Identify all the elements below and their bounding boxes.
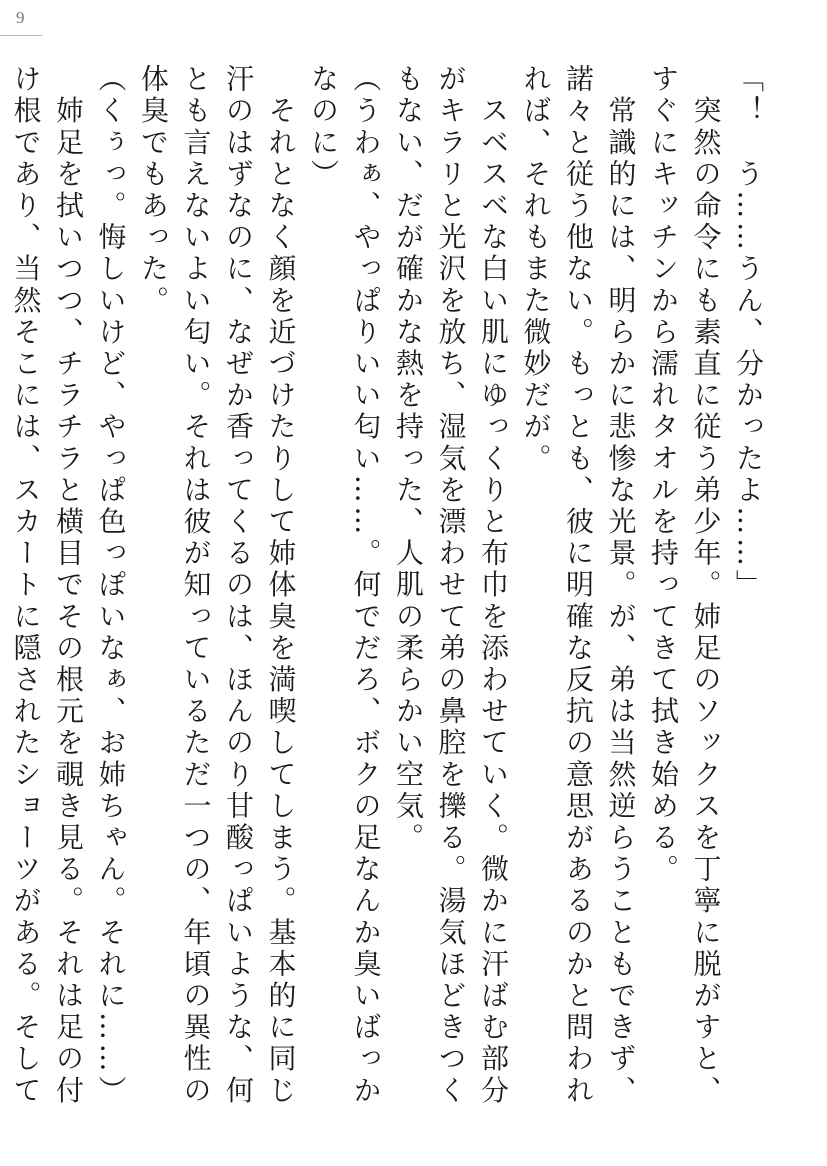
paragraph-7: （くぅっ。悔しいけど、やっぱ色っぽいなぁ、お姉ちゃん。それに……）: [94, 64, 128, 1107]
paragraph-4: スベスベな白い肌にゆっくりと布巾を添わせていく。微かに汗ばむ部分がキラリと光沢を放ち、湿気を漂わせて弟の鼻腔を擽る。湯気ほどきつくもない、だが確かな熱を持った、人肌の柔らかい空気。: [392, 64, 510, 1107]
paragraph-6: それとなく顔を近づけたりして姉体臭を満喫してしまう。基本的に同じ汗のはずなのに、なぜか香ってくるのは、ほんのり甘酸っぱいような、何とも言えないよい匂い。それは彼が知っているただ一つの、年頃の異性の体臭でもあった。: [137, 64, 298, 1107]
paragraph-5: （うわぁ、やっぱりいい匂い……。何でだろ、ボクの足なんか臭いばっかなのに）: [307, 64, 383, 1107]
paragraph-3: 常識的には、明らかに悲惨な光景。が、弟は当然逆らうこともできず、諾々と従う他ない。もっとも、彼に明確な反抗の意思があるのかと問われれば、それもまた微妙だが。: [519, 64, 638, 1107]
vertical-text-body: [9, 64, 769, 1134]
header-rule: [0, 35, 42, 36]
page-number: 9: [16, 8, 25, 27]
paragraph-2: 突然の命令にも素直に従う弟少年。姉足のソックスを丁寧に脱がすと、すぐにキッチンから濡れタオルを持ってきて拭き始める。: [647, 64, 723, 1107]
paragraph-8: 姉足を拭いつつ、チラチラと横目でその根元を覗き見る。それは足の付け根であり、当然そこには、スカートに隠されたショーツがある。そして: [9, 64, 85, 1107]
paragraph-1: 「！ う……うん、分かったよ……」: [732, 64, 765, 602]
